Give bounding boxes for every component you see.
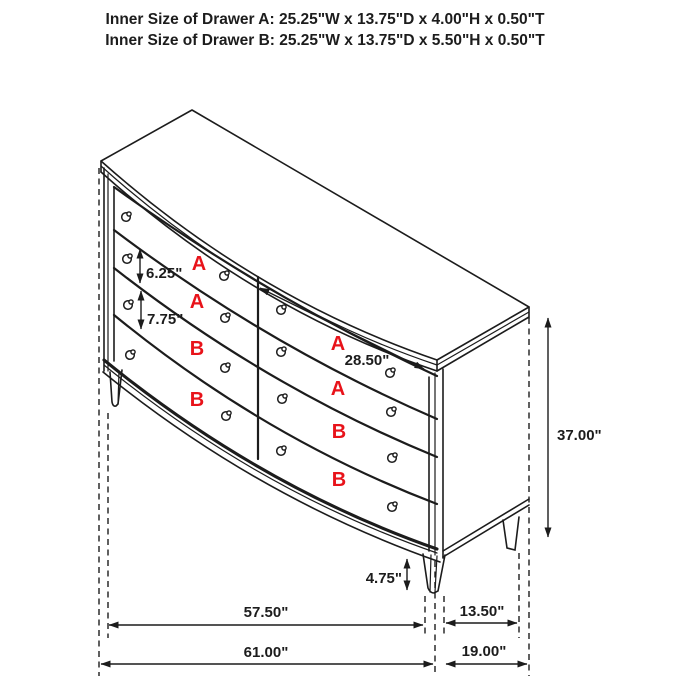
- dimension-text-right-bank-width: 28.50": [344, 352, 390, 369]
- drawer-row-bottom-edge: [104, 360, 437, 549]
- knob-icon: [123, 254, 132, 263]
- dresser-drawing: [101, 110, 529, 593]
- dimension-text-leg-height: 4.75": [365, 570, 402, 587]
- header-line-drawer-a: Inner Size of Drawer A: 25.25"W x 13.75"D x 4.00"H x 0.50"T: [105, 11, 545, 28]
- drawer-label-right-2: A: [330, 378, 346, 400]
- knob-icon: [122, 212, 131, 221]
- knob-icon: [388, 502, 397, 511]
- knob-icon: [277, 446, 286, 455]
- dimension-text-overall-depth: 19.00": [461, 643, 507, 660]
- drawer-label-left-2: A: [189, 291, 205, 313]
- back-right-leg: [503, 517, 519, 550]
- drawer-label-right-4: B: [331, 469, 347, 491]
- drawer-label-right-1: A: [330, 333, 346, 355]
- knob-icon: [388, 453, 397, 462]
- knob-icon: [277, 347, 286, 356]
- drawer-label-left-1: A: [191, 253, 207, 275]
- knob-icon: [220, 271, 229, 280]
- knob-icon: [387, 407, 396, 416]
- dimension-text-overall-width: 61.00": [243, 644, 289, 661]
- apron-bottom-edge: [103, 372, 440, 562]
- knob-icon: [386, 368, 395, 377]
- dimension-text-front-width: 57.50": [243, 604, 289, 621]
- knob-icon: [278, 394, 287, 403]
- front-left-leg: [110, 370, 122, 406]
- knob-icon: [221, 313, 230, 322]
- header-line-drawer-b: Inner Size of Drawer B: 25.25"W x 13.75"D x 5.50"H x 0.50"T: [105, 32, 545, 49]
- drawer-label-left-3: B: [189, 338, 205, 360]
- dimension-text-overall-height: 37.00": [557, 427, 602, 444]
- knob-icon: [126, 350, 135, 359]
- knob-icon: [221, 363, 230, 372]
- dimension-text-drawer-a-height: 6.25": [146, 265, 183, 282]
- drawer-label-left-4: B: [189, 389, 205, 411]
- right-side-bottom-edge-lower: [443, 505, 529, 557]
- dimension-text-side-depth: 13.50": [459, 603, 505, 620]
- knob-icon: [124, 300, 133, 309]
- knob-icon: [277, 305, 286, 314]
- knob-icon: [222, 411, 231, 420]
- drawer-label-right-3: B: [331, 421, 347, 443]
- apron-top-line: [104, 365, 437, 553]
- dimension-text-drawer-b-height: 7.75": [147, 311, 184, 328]
